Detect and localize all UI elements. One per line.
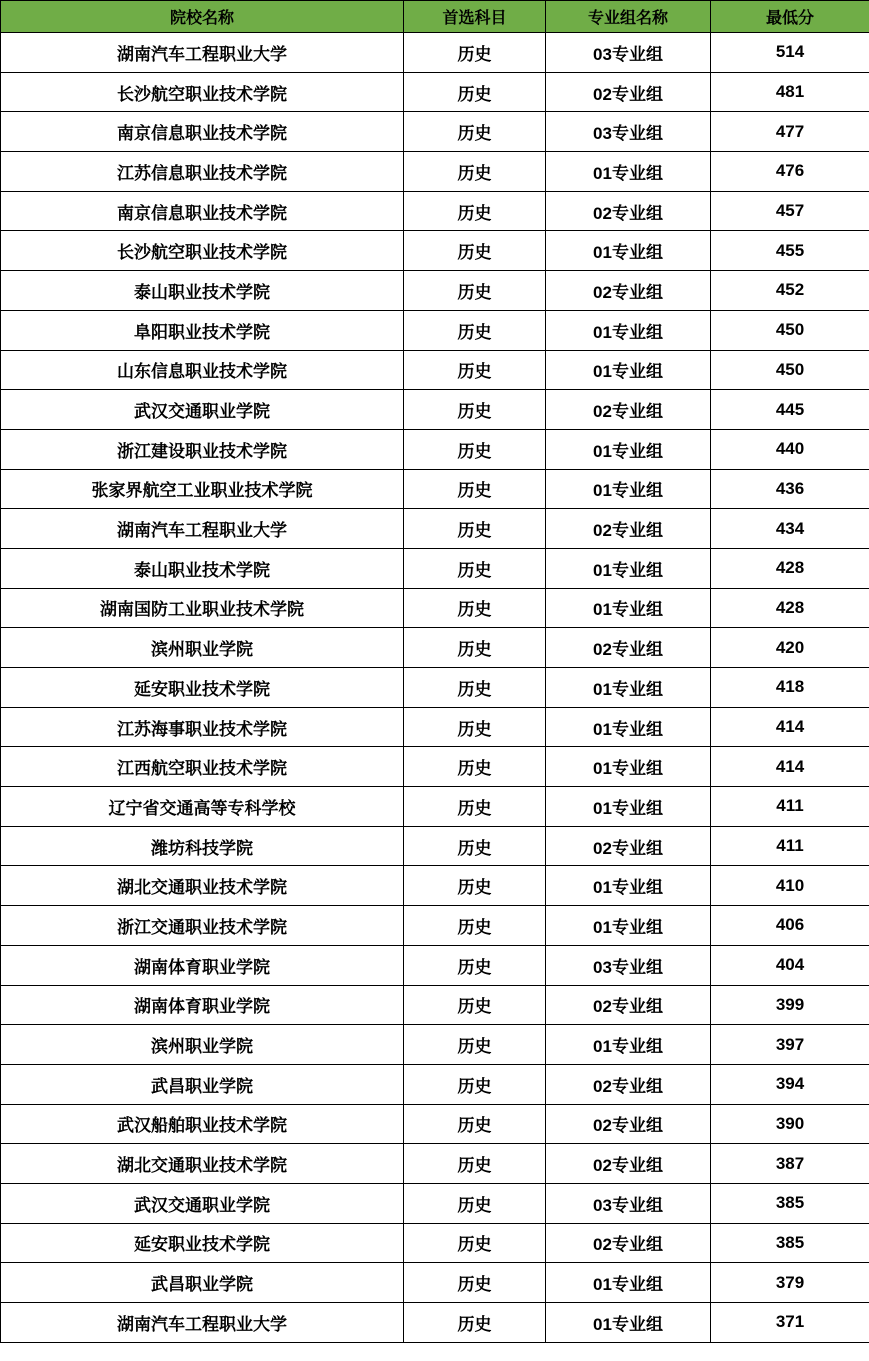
cell-score: 420 <box>711 628 869 668</box>
table-row <box>1 310 869 350</box>
cell-score: 476 <box>711 152 869 192</box>
cell-score: 406 <box>711 906 869 946</box>
cell-subject: 历史 <box>404 1183 546 1223</box>
cell-group: 02专业组 <box>546 985 711 1025</box>
table-row <box>1 191 869 231</box>
cell-subject: 历史 <box>404 1144 546 1184</box>
cell-subject: 历史 <box>404 33 546 73</box>
table-row <box>1 509 869 549</box>
cell-group: 02专业组 <box>546 271 711 311</box>
cell-subject: 历史 <box>404 747 546 787</box>
cell-subject: 历史 <box>404 1223 546 1263</box>
cell-group: 03专业组 <box>546 945 711 985</box>
cell-score: 428 <box>711 588 869 628</box>
cell-school: 山东信息职业技术学院 <box>1 350 404 390</box>
table-row <box>1 588 869 628</box>
cell-school: 武汉船舶职业技术学院 <box>1 1104 404 1144</box>
cell-subject: 历史 <box>404 72 546 112</box>
cell-school: 泰山职业技术学院 <box>1 271 404 311</box>
header-cell-school: 院校名称 <box>1 1 404 33</box>
cell-school: 滨州职业学院 <box>1 628 404 668</box>
cell-score: 450 <box>711 310 869 350</box>
cell-subject: 历史 <box>404 588 546 628</box>
cell-score: 457 <box>711 191 869 231</box>
cell-subject: 历史 <box>404 509 546 549</box>
cell-subject: 历史 <box>404 191 546 231</box>
table-row <box>1 1104 869 1144</box>
cell-score: 411 <box>711 826 869 866</box>
cell-score: 390 <box>711 1104 869 1144</box>
cell-school: 湖南国防工业职业技术学院 <box>1 588 404 628</box>
cell-group: 02专业组 <box>546 191 711 231</box>
cell-score: 414 <box>711 747 869 787</box>
cell-subject: 历史 <box>404 787 546 827</box>
cell-school: 延安职业技术学院 <box>1 668 404 708</box>
table-row <box>1 707 869 747</box>
cell-group: 01专业组 <box>546 231 711 271</box>
cell-school: 南京信息职业技术学院 <box>1 112 404 152</box>
table-row <box>1 1303 869 1343</box>
cell-score: 436 <box>711 469 869 509</box>
table-row <box>1 548 869 588</box>
cell-subject: 历史 <box>404 668 546 708</box>
table-row <box>1 628 869 668</box>
cell-score: 481 <box>711 72 869 112</box>
cell-score: 394 <box>711 1064 869 1104</box>
cell-school: 武汉交通职业学院 <box>1 390 404 430</box>
cell-group: 01专业组 <box>546 469 711 509</box>
cell-score: 399 <box>711 985 869 1025</box>
cell-subject: 历史 <box>404 152 546 192</box>
cell-score: 385 <box>711 1223 869 1263</box>
cell-group: 01专业组 <box>546 1263 711 1303</box>
cell-group: 01专业组 <box>546 152 711 192</box>
cell-school: 武汉交通职业学院 <box>1 1183 404 1223</box>
cell-score: 434 <box>711 509 869 549</box>
cell-subject: 历史 <box>404 945 546 985</box>
table-row <box>1 1144 869 1184</box>
header-row <box>1 1 869 33</box>
cell-score: 450 <box>711 350 869 390</box>
cell-group: 01专业组 <box>546 866 711 906</box>
cell-school: 泰山职业技术学院 <box>1 548 404 588</box>
cell-score: 418 <box>711 668 869 708</box>
table-row <box>1 350 869 390</box>
header-cell-score: 最低分 <box>711 1 869 33</box>
cell-subject: 历史 <box>404 390 546 430</box>
cell-group: 01专业组 <box>546 429 711 469</box>
table-row <box>1 112 869 152</box>
cell-score: 411 <box>711 787 869 827</box>
cell-group: 02专业组 <box>546 72 711 112</box>
cell-subject: 历史 <box>404 469 546 509</box>
cell-group: 01专业组 <box>546 906 711 946</box>
cell-subject: 历史 <box>404 707 546 747</box>
cell-score: 371 <box>711 1303 869 1343</box>
header-cell-group: 专业组名称 <box>546 1 711 33</box>
cell-group: 02专业组 <box>546 1223 711 1263</box>
table-row <box>1 866 869 906</box>
cell-school: 江苏信息职业技术学院 <box>1 152 404 192</box>
cell-subject: 历史 <box>404 271 546 311</box>
cell-subject: 历史 <box>404 1064 546 1104</box>
cell-school: 张家界航空工业职业技术学院 <box>1 469 404 509</box>
cell-score: 385 <box>711 1183 869 1223</box>
table-row <box>1 152 869 192</box>
cell-school: 湖南汽车工程职业大学 <box>1 509 404 549</box>
cell-subject: 历史 <box>404 548 546 588</box>
cell-score: 397 <box>711 1025 869 1065</box>
cell-group: 02专业组 <box>546 1064 711 1104</box>
table-row <box>1 231 869 271</box>
cell-score: 445 <box>711 390 869 430</box>
cell-school: 辽宁省交通高等专科学校 <box>1 787 404 827</box>
table-row <box>1 668 869 708</box>
table-row <box>1 906 869 946</box>
table-row <box>1 787 869 827</box>
cell-group: 01专业组 <box>546 350 711 390</box>
cell-school: 江苏海事职业技术学院 <box>1 707 404 747</box>
cell-group: 01专业组 <box>546 747 711 787</box>
cell-subject: 历史 <box>404 1025 546 1065</box>
cell-school: 湖南体育职业学院 <box>1 985 404 1025</box>
cell-group: 03专业组 <box>546 1183 711 1223</box>
cell-subject: 历史 <box>404 628 546 668</box>
cell-subject: 历史 <box>404 350 546 390</box>
table-row <box>1 1223 869 1263</box>
cell-school: 湖南汽车工程职业大学 <box>1 33 404 73</box>
cell-subject: 历史 <box>404 826 546 866</box>
table-row <box>1 33 869 73</box>
table-row <box>1 390 869 430</box>
table-header <box>1 1 869 33</box>
table-row <box>1 1025 869 1065</box>
cell-group: 02专业组 <box>546 1144 711 1184</box>
cell-school: 湖北交通职业技术学院 <box>1 866 404 906</box>
table-body <box>1 33 869 1343</box>
cell-school: 浙江交通职业技术学院 <box>1 906 404 946</box>
cell-group: 01专业组 <box>546 668 711 708</box>
cell-score: 514 <box>711 33 869 73</box>
table-row <box>1 1263 869 1303</box>
cell-school: 延安职业技术学院 <box>1 1223 404 1263</box>
table-row <box>1 985 869 1025</box>
cell-subject: 历史 <box>404 866 546 906</box>
cell-group: 02专业组 <box>546 509 711 549</box>
cell-subject: 历史 <box>404 1104 546 1144</box>
cell-school: 长沙航空职业技术学院 <box>1 72 404 112</box>
table-row <box>1 747 869 787</box>
cell-group: 01专业组 <box>546 1303 711 1343</box>
table-row <box>1 1183 869 1223</box>
cell-school: 武昌职业学院 <box>1 1263 404 1303</box>
cell-group: 02专业组 <box>546 1104 711 1144</box>
table-row <box>1 945 869 985</box>
cell-subject: 历史 <box>404 231 546 271</box>
table-row <box>1 1064 869 1104</box>
cell-school: 南京信息职业技术学院 <box>1 191 404 231</box>
cell-score: 455 <box>711 231 869 271</box>
cell-score: 428 <box>711 548 869 588</box>
cell-score: 410 <box>711 866 869 906</box>
cell-group: 03专业组 <box>546 112 711 152</box>
cell-group: 02专业组 <box>546 628 711 668</box>
cell-group: 01专业组 <box>546 787 711 827</box>
cell-subject: 历史 <box>404 985 546 1025</box>
cell-score: 452 <box>711 271 869 311</box>
cell-score: 477 <box>711 112 869 152</box>
cell-score: 379 <box>711 1263 869 1303</box>
cell-subject: 历史 <box>404 429 546 469</box>
header-cell-subject: 首选科目 <box>404 1 546 33</box>
cell-group: 01专业组 <box>546 310 711 350</box>
cell-score: 387 <box>711 1144 869 1184</box>
cell-group: 02专业组 <box>546 390 711 430</box>
cell-subject: 历史 <box>404 1263 546 1303</box>
cell-school: 阜阳职业技术学院 <box>1 310 404 350</box>
table-row <box>1 271 869 311</box>
cell-school: 湖南体育职业学院 <box>1 945 404 985</box>
cell-school: 江西航空职业技术学院 <box>1 747 404 787</box>
cell-subject: 历史 <box>404 112 546 152</box>
cell-school: 浙江建设职业技术学院 <box>1 429 404 469</box>
cell-score: 404 <box>711 945 869 985</box>
table-row <box>1 826 869 866</box>
cell-group: 01专业组 <box>546 1025 711 1065</box>
cell-school: 武昌职业学院 <box>1 1064 404 1104</box>
cell-group: 01专业组 <box>546 548 711 588</box>
cell-school: 湖北交通职业技术学院 <box>1 1144 404 1184</box>
cell-group: 02专业组 <box>546 826 711 866</box>
cell-subject: 历史 <box>404 1303 546 1343</box>
cell-group: 01专业组 <box>546 707 711 747</box>
cell-score: 440 <box>711 429 869 469</box>
table-row <box>1 429 869 469</box>
cell-subject: 历史 <box>404 906 546 946</box>
cell-school: 湖南汽车工程职业大学 <box>1 1303 404 1343</box>
cell-school: 滨州职业学院 <box>1 1025 404 1065</box>
cell-group: 01专业组 <box>546 588 711 628</box>
table-row <box>1 72 869 112</box>
cell-subject: 历史 <box>404 310 546 350</box>
cell-score: 414 <box>711 707 869 747</box>
cell-school: 潍坊科技学院 <box>1 826 404 866</box>
cell-school: 长沙航空职业技术学院 <box>1 231 404 271</box>
table-row <box>1 469 869 509</box>
cell-group: 03专业组 <box>546 33 711 73</box>
